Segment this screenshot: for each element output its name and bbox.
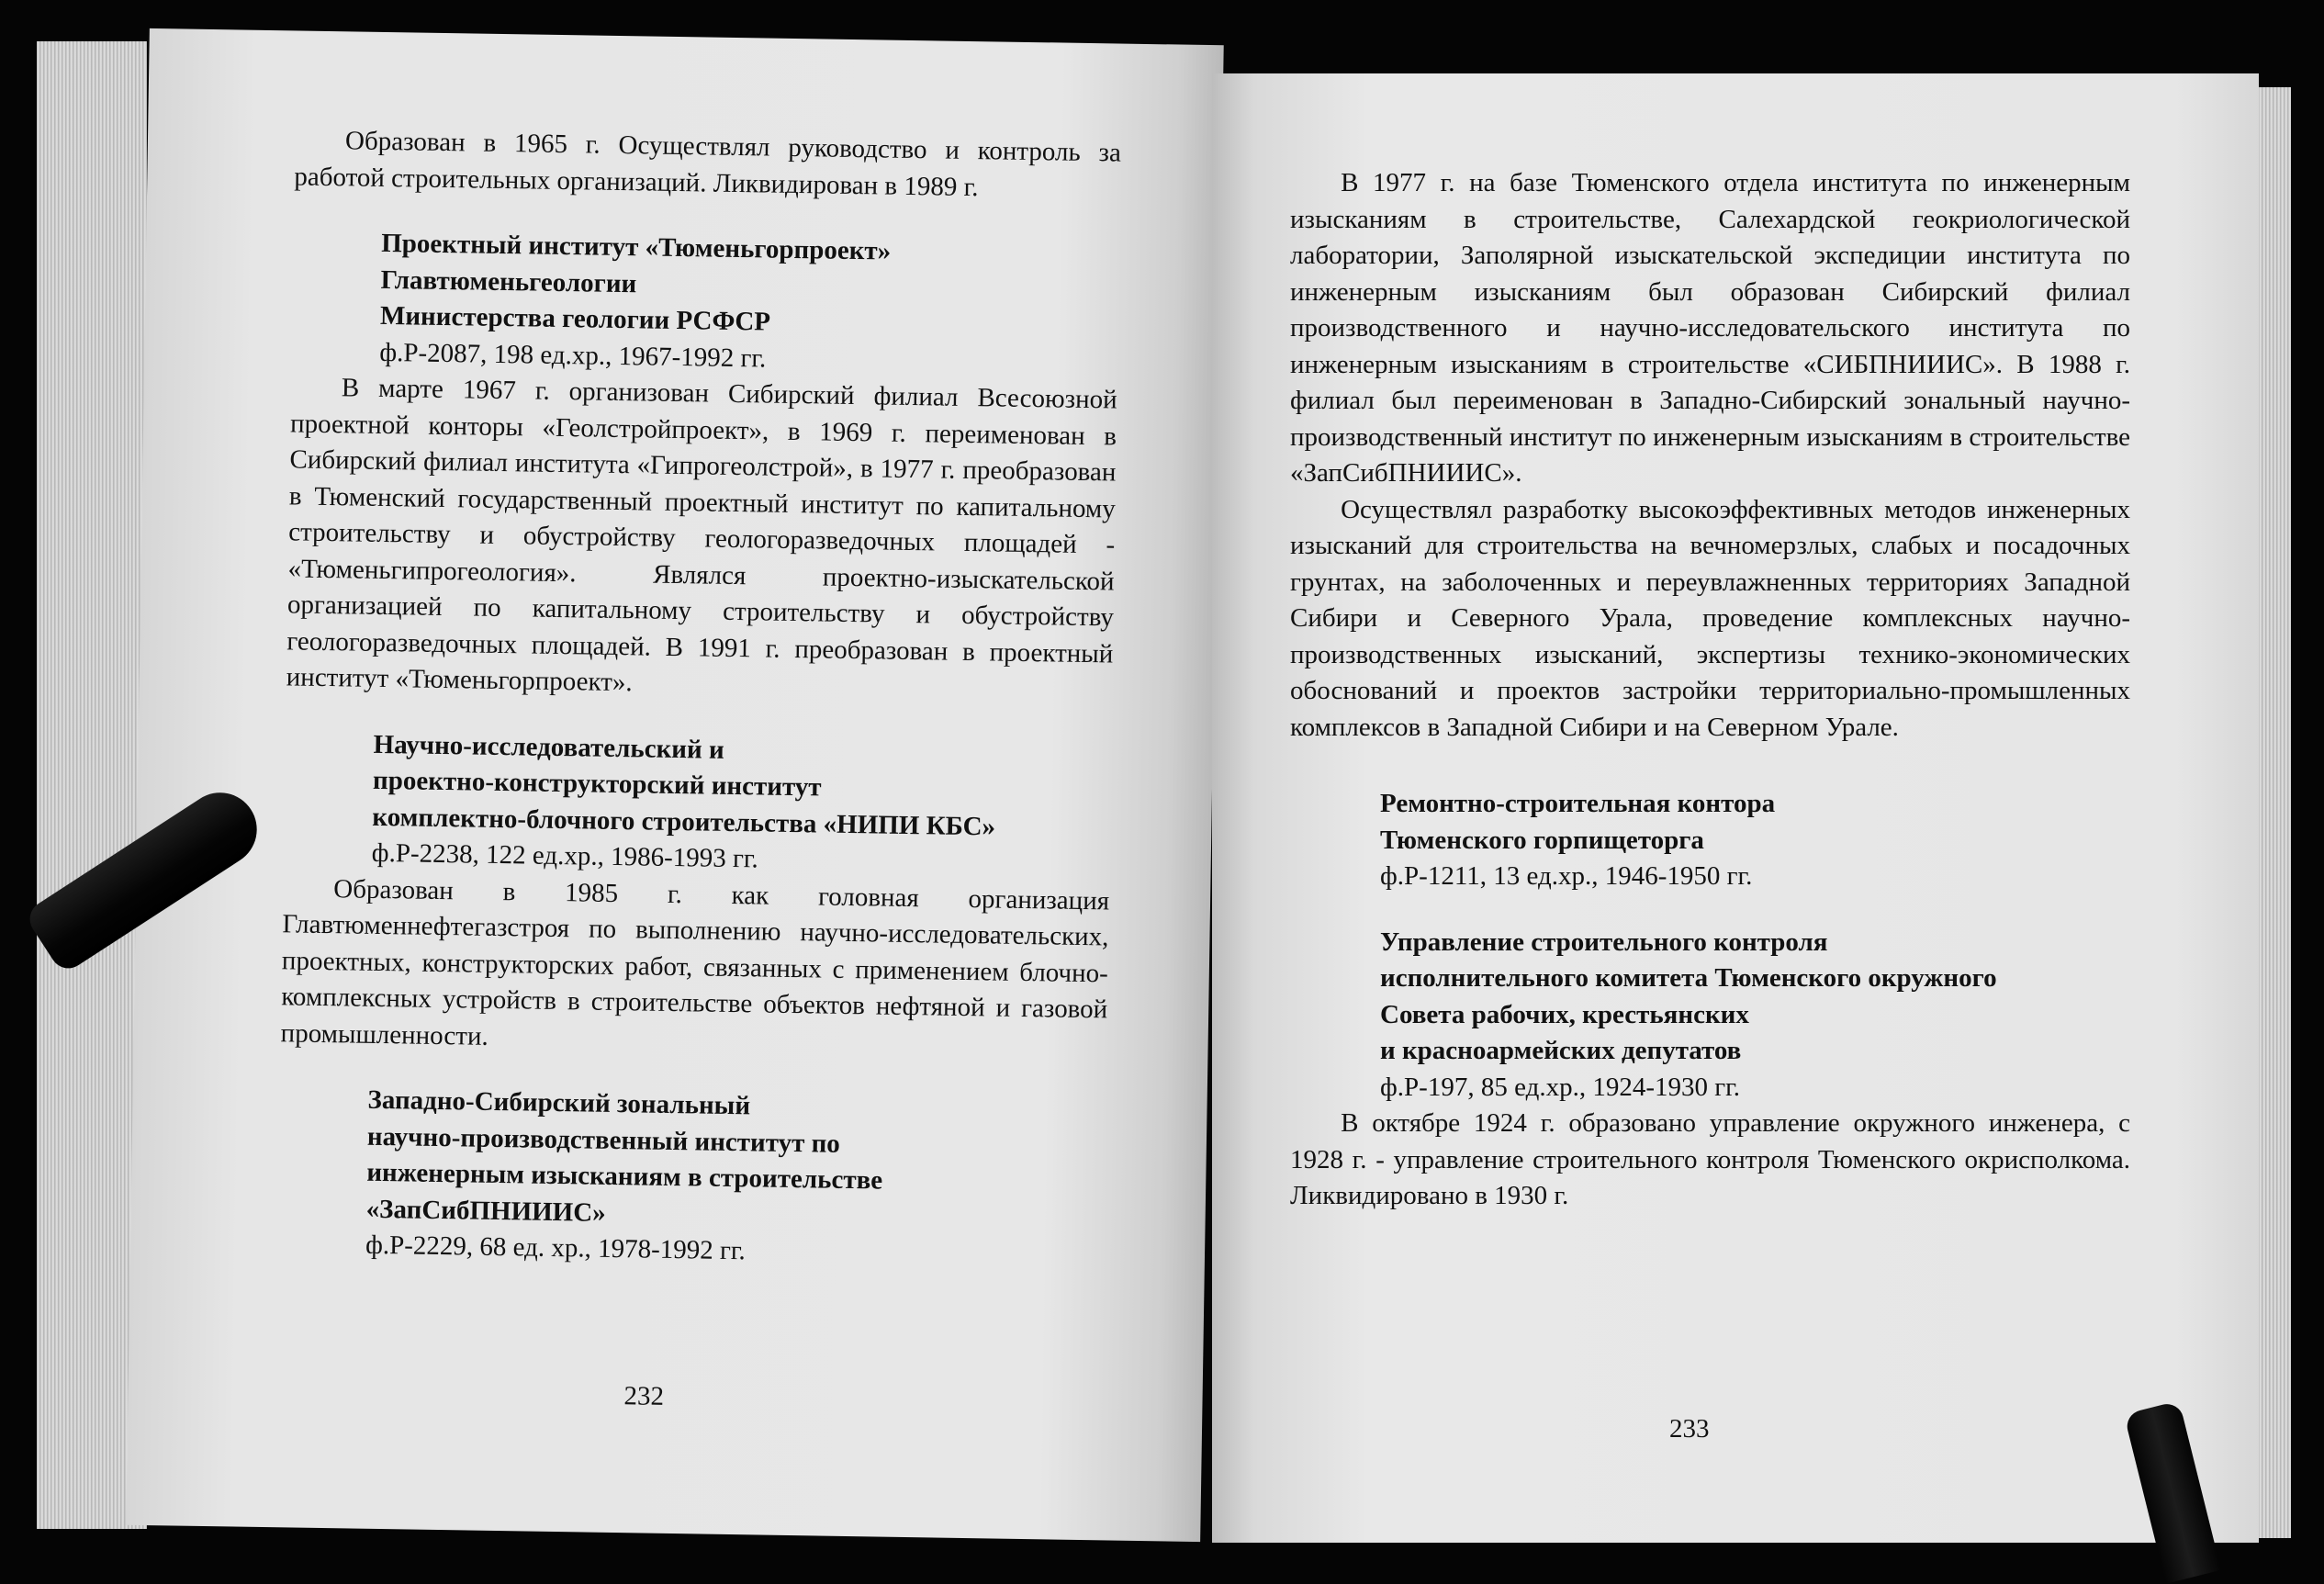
archive-entry-zapsibpniiis xyxy=(277,1081,1106,1275)
entry-heading: инженерным изысканиям в строительстве xyxy=(366,1157,883,1196)
page-number: 233 xyxy=(1669,1414,1710,1444)
entry-heading: Совета рабочих, крестьянских xyxy=(1380,999,1749,1029)
intro-paragraph: Образован в 1965 г. Осуществлял руководство и контроль за работой строительных организаций. Ликвидирован в 1989 г. xyxy=(294,126,1122,202)
left-page xyxy=(126,28,1223,1542)
entry-heading: Ремонтно-строительная контора xyxy=(1380,789,1776,818)
entry-description: В октябре 1924 г. образовано управление окружного инженера, с 1928 г. - управление строительного контроля Тюменского окрисполкома. Ликвидировано в 1930 г. xyxy=(1290,1108,2130,1210)
archive-entry-remontno-stroitelnaya xyxy=(1290,786,2130,895)
archive-entry-upravlenie-stroitelnogo-kontrolya xyxy=(1290,925,2130,1215)
page-number: 232 xyxy=(623,1381,665,1411)
entry-heading: проектно-конструкторский институт xyxy=(372,765,822,803)
entry-heading: научно-производственный институт по xyxy=(366,1121,841,1159)
entry-heading: Тюменского горпищеторга xyxy=(1380,825,1704,855)
entry-heading: Научно-исследовательский и xyxy=(373,729,724,765)
fond-reference: ф.Р-1211, 13 ед.хр., 1946-1950 гг. xyxy=(1380,861,1753,891)
entry-heading: Проектный институт «Тюменьгорпроект» xyxy=(380,228,892,266)
entry-heading: «ЗапСибПНИИИС» xyxy=(365,1194,606,1228)
entry-description: Образован в 1985 г. как головная организация Главтюменнефтегазстроя по выполнению научно-исследовательских, проектных, конструкторских работ, связанных с применением блочно-комплексных устройств в строительстве объектов нефтяной и газовой промышленности. xyxy=(280,873,1110,1051)
body-paragraph: В 1977 г. на базе Тюменского отдела института по инженерным изысканиям в строительстве, Салехардской геокриологической лаборатории, Заполярной изыскательской экспедиции института по инженерным изысканиям был образован Сибирский филиал производственного и научно-исследовательского института по инженерным изысканиям в строительстве «СИБПНИИИС». В 1988 г. филиал был переименован в Западно-Сибирский зональный научно-производственный институт по инженерным изысканиям в строительстве «ЗапСибПНИИИС». xyxy=(1290,168,2130,488)
archive-entry-tyumengorproekt xyxy=(286,224,1119,709)
right-page xyxy=(1212,73,2259,1543)
fond-reference: ф.Р-2238, 122 ед.хр., 1986-1993 гг. xyxy=(371,837,758,874)
entry-heading: Министерства геологии РСФСР xyxy=(379,300,771,337)
fond-reference: ф.Р-197, 85 ед.хр., 1924-1930 гг. xyxy=(1380,1072,1740,1102)
entry-heading: исполнительного комитета Тюменского окружного xyxy=(1380,963,1997,993)
entry-heading: Управление строительного контроля xyxy=(1380,927,1828,957)
entry-heading: и красноармейских депутатов xyxy=(1380,1036,1742,1065)
body-paragraph: Осуществлял разработку высокоэффективных методов инженерных изысканий для строительства на вечномерзлых, слабых и посадочных грунтах, на заболоченных и переувлажненных территориях Западной Сибири и Северного Урала, проведение комплексных научно-производственных изысканий, экспертизы технико-экономических обоснований и проектов застройки территориально-промышленных комплексов в Западной Сибири и на Северном Урале. xyxy=(1290,494,2130,742)
entry-description: В марте 1967 г. организован Сибирский филиал Всесоюзной проектной конторы «Геолстройпроект», в 1969 г. переименован в Сибирский филиал института «Гипрогеолстрой», в 1977 г. преобразован в Тюменский государственный проектный институт по капитальному строительству и обустройству геологоразведочных площадей - «Тюменьгипрогеология». Являлся проектно-изыскательской организацией по капитальному строительству и обустройству геологоразведочных площадей. В 1991 г. преобразован в проектный институт «Тюменьгорпроект». xyxy=(286,373,1117,698)
left-page-text xyxy=(277,122,1121,1275)
right-page-text xyxy=(1290,165,2130,1215)
fond-reference: ф.Р-2087, 198 ед.хр., 1967-1992 гг. xyxy=(379,337,767,374)
fond-reference: ф.Р-2229, 68 ед. хр., 1978-1992 гг. xyxy=(365,1230,747,1266)
archive-entry-nipi-kbs xyxy=(280,725,1111,1065)
entry-heading: Западно-Сибирский зональный xyxy=(367,1084,751,1121)
entry-heading: Главтюменьгеологии xyxy=(380,264,637,298)
entry-heading: комплектно-блочного строительства «НИПИ КБС» xyxy=(372,802,996,841)
